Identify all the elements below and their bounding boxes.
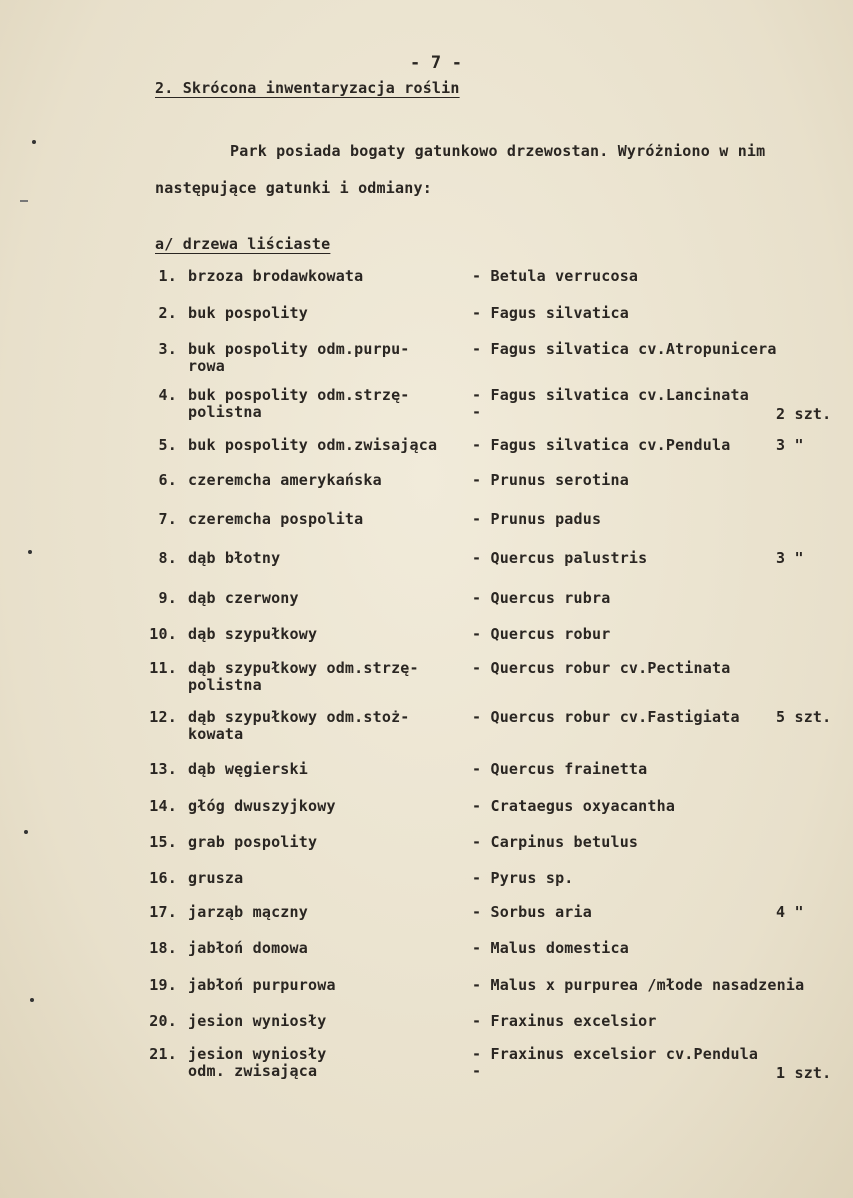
entry-number: 20. [149, 1012, 177, 1030]
entry-latin-name: - Fagus silvatica cv.Atropunicera [472, 340, 777, 358]
entry-number: 19. [149, 976, 177, 994]
entry-number: 9. [158, 589, 177, 607]
entry-latin-name: - Crataegus oxyacantha [472, 797, 676, 815]
entry-polish-name: jabłoń purpurowa [188, 976, 336, 994]
entry-latin-name: - Sorbus aria [472, 903, 592, 921]
entry-number: 5. [158, 436, 177, 454]
entry-latin-name: - Malus domestica [472, 939, 629, 957]
entry-polish-name: grusza [188, 869, 244, 887]
entry-latin-name: - Prunus padus [472, 510, 602, 528]
entry-number: 1. [158, 267, 177, 285]
entry-latin-name: - [472, 403, 482, 421]
entry-polish-name: grab pospolity [188, 833, 318, 851]
entry-number: 16. [149, 869, 177, 887]
entry-number: 15. [149, 833, 177, 851]
entry-number: 4. [158, 386, 177, 404]
entry-polish-name: polistna [188, 403, 262, 421]
entry-polish-name: dąb węgierski [188, 760, 308, 778]
entry-quantity: 5 szt. [776, 708, 832, 726]
entry-polish-name: buk pospolity odm.zwisająca [188, 436, 438, 454]
entry-latin-name: - Fraxinus excelsior cv.Pendula [472, 1045, 759, 1063]
entry-polish-name: głóg dwuszyjkowy [188, 797, 336, 815]
margin-mark [20, 200, 28, 202]
entry-quantity: 3 " [776, 549, 804, 567]
entry-latin-name: - Betula verrucosa [472, 267, 639, 285]
entry-latin-name: - Fraxinus excelsior [472, 1012, 657, 1030]
entry-quantity: 1 szt. [776, 1064, 832, 1082]
entry-polish-name: polistna [188, 676, 262, 694]
entry-polish-name: buk pospolity odm.purpu- [188, 340, 410, 358]
entry-polish-name: brzoza brodawkowata [188, 267, 364, 285]
entry-number: 11. [149, 659, 177, 677]
entry-polish-name: jarząb mączny [188, 903, 308, 921]
entry-polish-name: czeremcha amerykańska [188, 471, 382, 489]
entry-number: 10. [149, 625, 177, 643]
entry-polish-name: buk pospolity odm.strzę- [188, 386, 410, 404]
margin-mark [28, 550, 32, 554]
entry-latin-name: - Fagus silvatica cv.Lancinata [472, 386, 749, 404]
entry-polish-name: jabłoń domowa [188, 939, 308, 957]
entry-latin-name: - Quercus robur [472, 625, 611, 643]
intro-line-1: Park posiada bogaty gatunkowo drzewostan. Wyróżniono w nim [230, 142, 766, 160]
margin-mark [30, 998, 34, 1002]
entry-polish-name: dąb czerwony [188, 589, 299, 607]
subsection-heading: a/ drzewa liściaste [155, 235, 331, 253]
entry-quantity: 2 szt. [776, 405, 832, 423]
entry-number: 18. [149, 939, 177, 957]
entry-polish-name: dąb szypułkowy odm.strzę- [188, 659, 419, 677]
entry-number: 3. [158, 340, 177, 358]
entry-number: 7. [158, 510, 177, 528]
entry-number: 12. [149, 708, 177, 726]
section-heading: 2. Skrócona inwentaryzacja roślin [155, 79, 460, 97]
entry-latin-name: - Quercus frainetta [472, 760, 648, 778]
margin-mark [24, 830, 28, 834]
entry-number: 17. [149, 903, 177, 921]
entry-polish-name: buk pospolity [188, 304, 308, 322]
entry-number: 21. [149, 1045, 177, 1063]
entry-number: 14. [149, 797, 177, 815]
margin-mark [32, 140, 36, 144]
entry-latin-name: - Carpinus betulus [472, 833, 639, 851]
entry-latin-name: - Malus x purpurea /młode nasadzenia [472, 976, 805, 994]
entry-polish-name: jesion wyniosły [188, 1012, 327, 1030]
entry-polish-name: dąb szypułkowy odm.stoż- [188, 708, 410, 726]
entry-latin-name: - Prunus serotina [472, 471, 629, 489]
entry-latin-name: - Quercus robur cv.Pectinata [472, 659, 731, 677]
intro-line-2: następujące gatunki i odmiany: [155, 179, 432, 197]
page-number: - 7 - [410, 53, 463, 73]
entry-latin-name: - Quercus palustris [472, 549, 648, 567]
entry-latin-name: - Fagus silvatica [472, 304, 629, 322]
entry-latin-name: - Fagus silvatica cv.Pendula [472, 436, 731, 454]
entry-latin-name: - [472, 1062, 482, 1080]
entry-polish-name: czeremcha pospolita [188, 510, 364, 528]
entry-polish-name: rowa [188, 357, 225, 375]
entry-polish-name: odm. zwisająca [188, 1062, 318, 1080]
entry-latin-name: - Pyrus sp. [472, 869, 574, 887]
entry-latin-name: - Quercus rubra [472, 589, 611, 607]
entry-quantity: 3 " [776, 436, 804, 454]
entry-polish-name: dąb szypułkowy [188, 625, 318, 643]
entry-number: 8. [158, 549, 177, 567]
entry-latin-name: - Quercus robur cv.Fastigiata [472, 708, 740, 726]
entry-quantity: 4 " [776, 903, 804, 921]
entry-polish-name: kowata [188, 725, 244, 743]
entry-polish-name: jesion wyniosły [188, 1045, 327, 1063]
entry-number: 6. [158, 471, 177, 489]
entry-number: 2. [158, 304, 177, 322]
entry-number: 13. [149, 760, 177, 778]
entry-polish-name: dąb błotny [188, 549, 281, 567]
